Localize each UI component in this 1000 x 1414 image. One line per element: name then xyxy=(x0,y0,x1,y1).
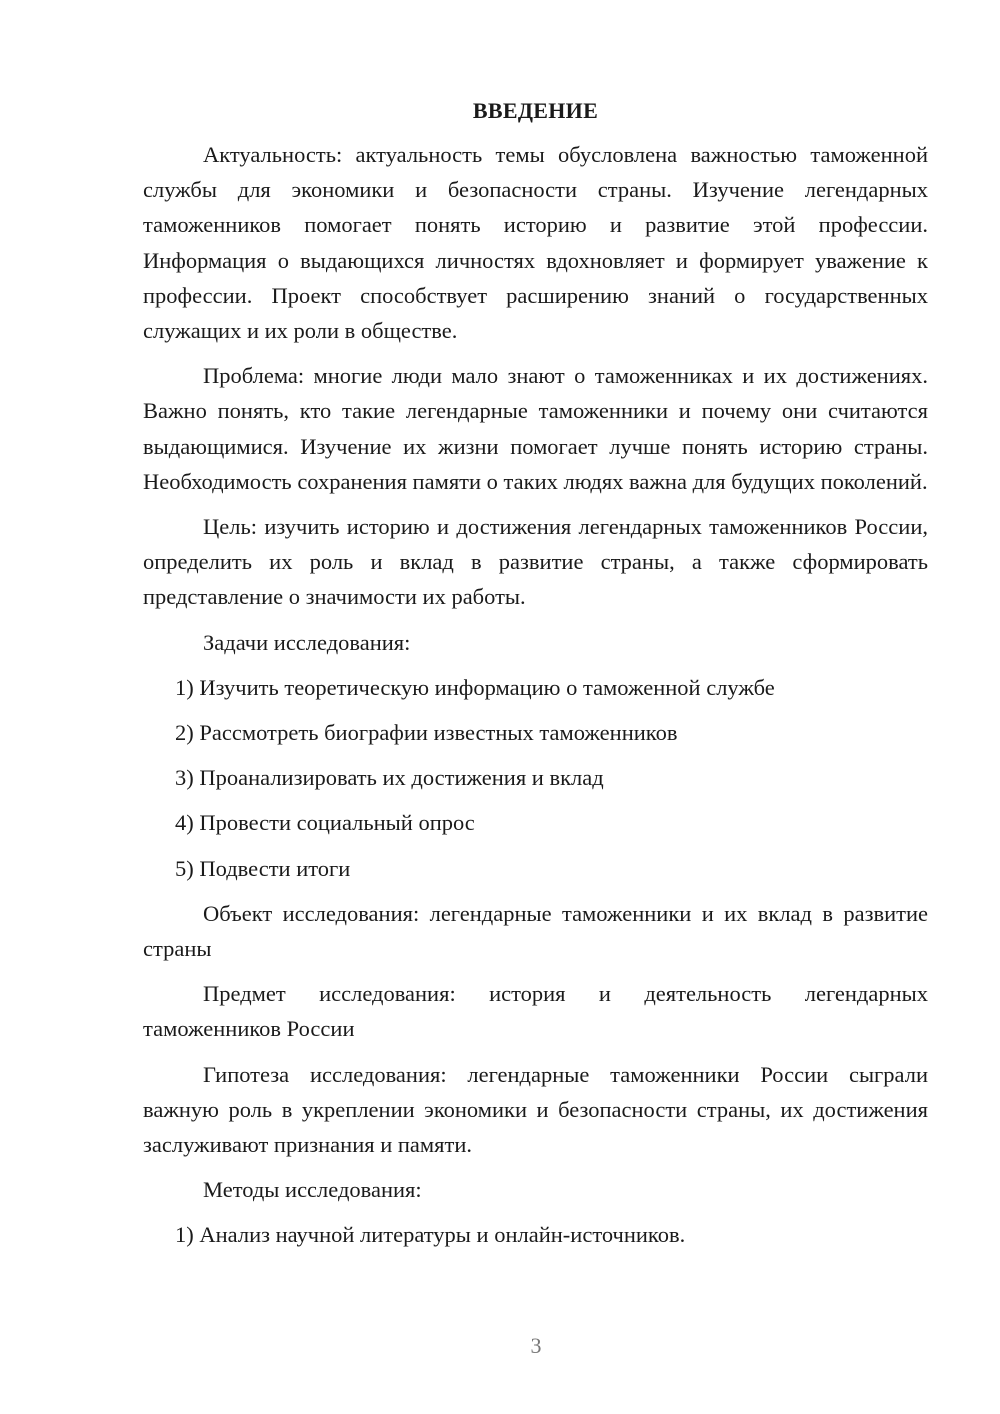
page-number: 3 xyxy=(530,1333,542,1358)
document-page xyxy=(143,95,928,1253)
object-paragraph: Объект исследования: легендарные таможенники и их вклад в развитие страны xyxy=(143,900,928,962)
task-item: 5) Подвести итоги xyxy=(175,855,351,881)
task-item: 3) Проанализировать их достижения и вклад xyxy=(175,765,604,791)
tasks-heading: Задачи исследования: xyxy=(203,629,411,655)
relevance-paragraph: Актуальность: актуальность темы обусловлена важностью таможенной службы для экономики и безопасности страны. Изучение легендарных таможенников помогает понять историю и развитие этой профессии. Информация о выдающихся личностях вдохновляет и формирует уважение к профессии. Проект способствует расширению знаний о государственных служащих и их роли в обществе. xyxy=(143,142,928,344)
task-item: 2) Рассмотреть биографии известных таможенников xyxy=(175,720,678,746)
method-item: 1) Анализ научной литературы и онлайн-источников. xyxy=(175,1222,686,1248)
task-item: 4) Провести социальный опрос xyxy=(175,810,475,836)
task-item: 1) Изучить теоретическую информацию о таможенной службе xyxy=(175,674,775,700)
tasks-list xyxy=(143,670,928,886)
section-title: ВВЕДЕНИЕ xyxy=(472,98,599,123)
problem-paragraph: Проблема: многие люди мало знают о таможенниках и их достижениях. Важно понять, кто такие легендарные таможенники и почему они считаются выдающимися. Изучение их жизни помогает лучше понять историю страны. Необходимость сохранения памяти о таких людях важна для будущих поколений. xyxy=(143,363,928,494)
hypothesis-paragraph: Гипотеза исследования: легендарные таможенники России сыграли важную роль в укреплении экономики и безопасности страны, их достижения заслуживают признания и памяти. xyxy=(143,1061,928,1158)
subject-paragraph: Предмет исследования: история и деятельность легендарных таможенников России xyxy=(143,981,928,1042)
methods-list xyxy=(143,1217,928,1252)
goal-paragraph: Цель: изучить историю и достижения легендарных таможенников России, определить их роль и вклад в развитие страны, а также сформировать представление о значимости их работы. xyxy=(143,514,928,610)
methods-heading: Методы исследования: xyxy=(203,1177,422,1203)
